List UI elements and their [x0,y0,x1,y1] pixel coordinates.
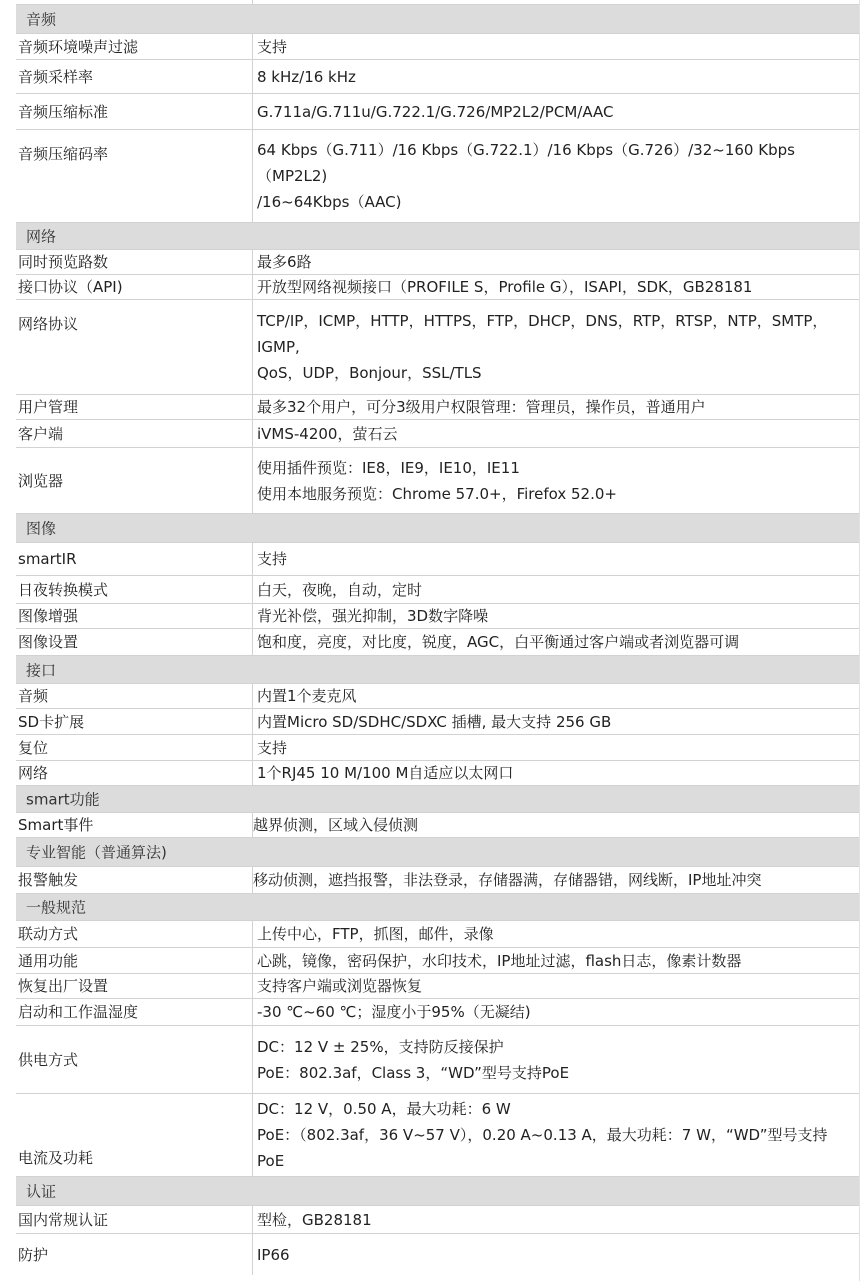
spec-label: 浏览器 [18,471,64,490]
table-row [16,130,860,223]
spec-value: 内置1个麦克风 [257,687,357,705]
section-smart [16,786,860,813]
spec-label: 客户端 [18,424,64,443]
spec-value: TCP/IP，ICMP，HTTP，HTTPS，FTP，DHCP，DNS，RTP，RTSP，NTP，SMTP，IGMP, QoS，UDP，Bonjour，SSL/TLS [257,312,828,382]
spec-label: 供电方式 [18,1050,79,1069]
table-row [16,999,860,1026]
section-pro-ai [16,838,860,867]
spec-value: 支持 [257,37,288,56]
table-row [16,60,860,94]
spec-value: 64 Kbps（G.711）/16 Kbps（G.722.1）/16 Kbps（G.726）/32~160 Kbps（MP2L2) /16~64Kbps（AAC) [257,141,795,211]
spec-value: -30 ℃~60 ℃；湿度小于95%（无凝结) [257,1003,531,1021]
spec-label: 音频 [18,687,49,705]
spec-label: Smart事件 [18,816,94,834]
table-row [16,921,860,948]
spec-value: 支持客户端或浏览器恢复 [257,977,423,995]
spec-value: 使用插件预览：IE8，IE9，IE10，IE11 使用本地服务预览：Chrome 57.0+，Firefox 52.0+ [257,458,617,503]
table-row [16,709,860,735]
spec-value: G.711a/G.711u/G.722.1/G.726/MP2L2/PCM/AAC [257,102,614,121]
spec-label: 网络 [18,764,49,782]
spec-label: smartIR [18,550,77,568]
section-title: 接口 [26,661,57,679]
spec-label: 启动和工作温湿度 [18,1003,139,1021]
spec-label: 音频环境噪声过滤 [18,37,139,56]
spec-label: 用户管理 [18,398,79,416]
spec-value: 开放型网络视频接口（PROFILE S，Profile G），ISAPI，SDK，GB28181 [257,278,753,296]
spec-value: 背光补偿，强光抑制，3D数字降噪 [257,607,489,625]
table-row [16,543,860,576]
spec-label: 接口协议（API) [18,278,123,296]
table-row [16,761,860,786]
spec-label: 音频压缩码率 [18,145,109,163]
table-row [16,420,860,448]
section-title: 一般规范 [26,898,87,917]
spec-value: 1个RJ45 10 M/100 M自适应以太网口 [257,764,514,782]
table-row [16,629,860,656]
table-row [16,948,860,974]
table-row [16,1026,860,1094]
spec-label: 恢复出厂设置 [18,977,109,995]
spec-value: 白天，夜晚，自动，定时 [257,580,423,599]
section-title: 图像 [26,519,57,538]
section-general [16,894,860,921]
spec-label: 日夜转换模式 [18,580,109,599]
spec-value: 内置Micro SD/SDHC/SDXC 插槽, 最大支持 256 GB [257,712,612,731]
spec-value: 上传中心，FTP，抓图，邮件，录像 [257,925,494,943]
table-row [16,1234,860,1275]
table-row [16,604,860,629]
spec-value: 支持 [257,738,288,757]
spec-label: 复位 [18,738,49,757]
table-row [16,867,860,894]
table-row [16,974,860,999]
spec-label: 联动方式 [18,925,79,943]
spec-label: 图像增强 [18,607,79,625]
spec-label: 音频压缩标准 [18,102,109,121]
spec-label: 防护 [18,1245,49,1264]
spec-label: 同时预览路数 [18,253,109,271]
section-image [16,514,860,543]
spec-value: 越界侦测，区域入侵侦测 [253,816,419,834]
spec-label: 电流及功耗 [18,1149,94,1167]
table-row [16,813,860,838]
table-row [16,300,860,395]
table-row [16,250,860,275]
spec-value: IP66 [257,1245,290,1264]
spec-value: 移动侦测，遮挡报警，非法登录，存储器满，存储器错，网线断，IP地址冲突 [253,871,762,889]
section-network [16,223,860,250]
spec-label: SD卡扩展 [18,712,85,731]
table-row [16,94,860,130]
table-row [16,576,860,604]
table-row [16,448,860,514]
spec-value: 心跳，镜像，密码保护，水印技术，IP地址过滤，flash日志，像素计数器 [257,951,742,970]
spec-value: iVMS-4200，萤石云 [257,424,398,443]
table-row [16,1094,860,1177]
table-row [16,275,860,300]
section-title: 专业智能（普通算法) [26,843,167,862]
table-row [16,684,860,709]
spec-value: 最多6路 [257,253,312,271]
section-certification [16,1177,860,1206]
section-title: 网络 [26,227,57,246]
table-row [16,1206,860,1234]
section-audio [16,5,860,34]
spec-label: 音频采样率 [18,67,94,86]
spec-value: 8 kHz/16 kHz [257,67,356,86]
spec-table [16,0,860,1275]
section-title: smart功能 [26,790,100,809]
section-interface [16,656,860,684]
section-title: 认证 [26,1182,57,1201]
table-row [16,34,860,60]
spec-label: 国内常规认证 [18,1210,109,1229]
table-row [16,395,860,420]
spec-label: 报警触发 [18,871,79,889]
table-row [16,735,860,761]
spec-label: 网络协议 [18,315,79,333]
section-title: 音频 [26,10,57,29]
spec-value: 支持 [257,550,288,568]
spec-label: 图像设置 [18,633,79,651]
spec-value: 型检，GB28181 [257,1210,372,1229]
spec-value: 饱和度，亮度，对比度，锐度，AGC，白平衡通过客户端或者浏览器可调 [257,633,740,651]
spec-label: 通用功能 [18,951,79,970]
spec-value: DC：12 V，0.50 A，最大功耗：6 W PoE：（802.3af，36 V~57 V），0.20 A~0.13 A，最大功耗：7 W，“WD”型号支持PoE [257,1100,828,1170]
spec-value: 最多32个用户，可分3级用户权限管理：管理员，操作员，普通用户 [257,398,706,416]
spec-value: DC：12 V ± 25%，支持防反接保护 PoE：802.3af，Class 3，“WD”型号支持PoE [257,1037,570,1082]
